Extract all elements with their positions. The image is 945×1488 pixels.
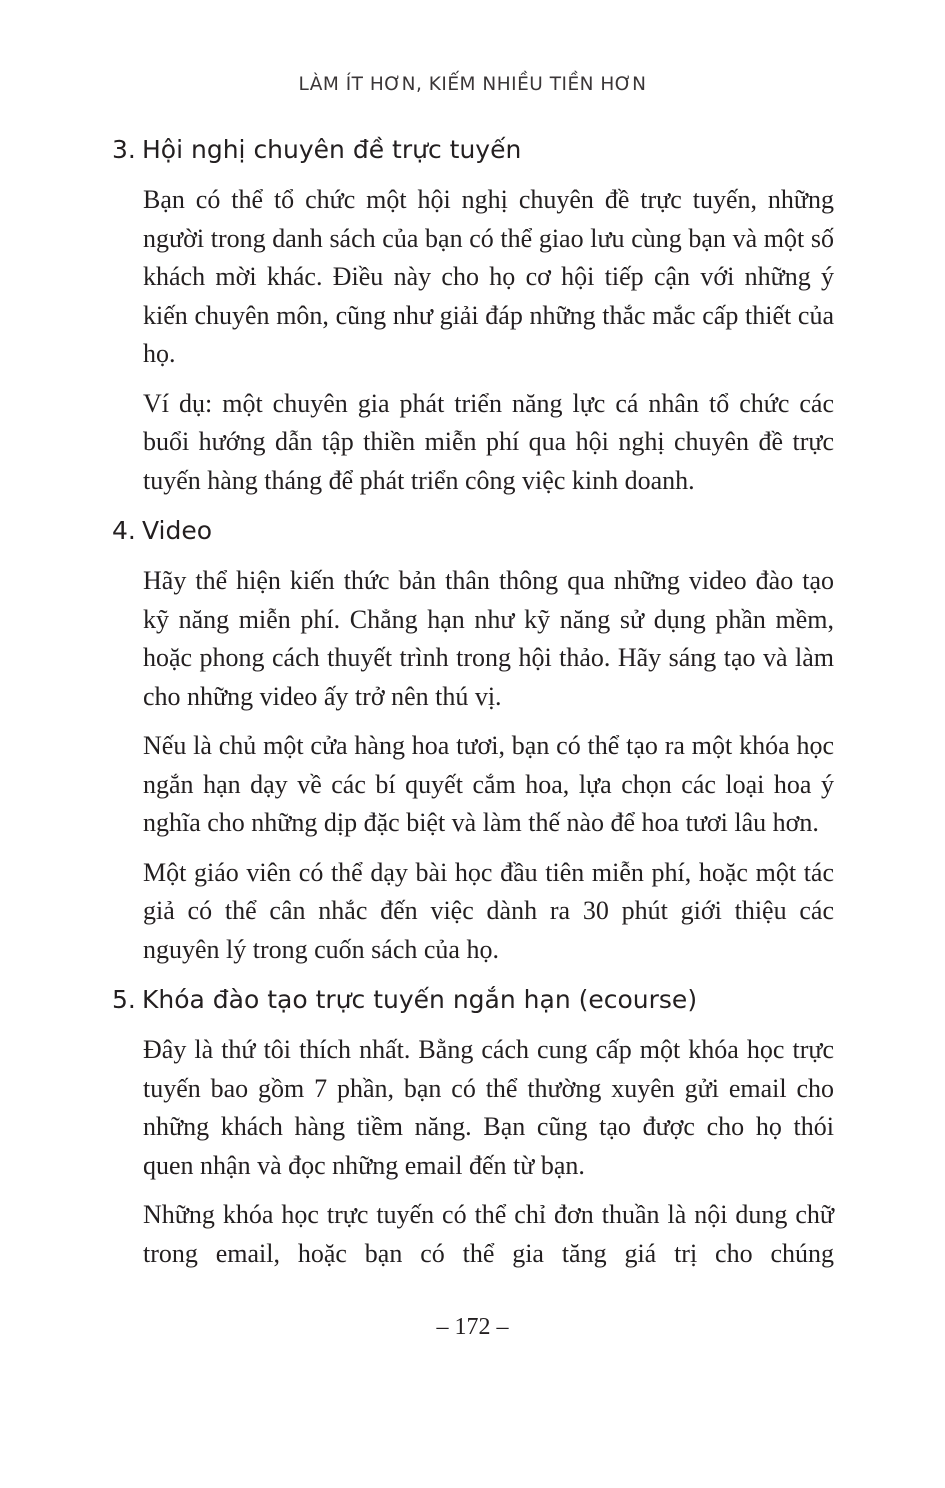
section-heading-4 [112, 513, 834, 549]
paragraph: Ví dụ: một chuyên gia phát triển năng lực cá nhân tổ chức các buổi hướng dẫn tập thiền miễn phí qua hội nghị chuyên đề trực tuyến hàng tháng để phát triển công việc kinh doanh. [143, 388, 834, 495]
paragraph: Nếu là chủ một cửa hàng hoa tươi, bạn có thể tạo ra một khóa học ngắn hạn dạy về các bí quyết cắm hoa, lựa chọn các loại hoa ý nghĩa cho những dịp đặc biệt và làm thế nào để hoa tươi lâu hơn. [143, 731, 834, 837]
paragraph: Một giáo viên có thể dạy bài học đầu tiên miễn phí, hoặc một tác giả có thể cân nhắc đến việc dành ra 30 phút giới thiệu các nguyên lý trong cuốn sách của họ. [143, 857, 834, 964]
section-title: Video [142, 516, 213, 545]
section-number: 5. [112, 985, 136, 1014]
section-heading-5 [112, 982, 834, 1018]
section-title: Khóa đào tạo trực tuyến ngắn hạn (ecourse) [142, 985, 698, 1014]
section-title: Hội nghị chuyên đề trực tuyến [142, 135, 522, 164]
section-number: 4. [112, 516, 136, 545]
paragraph: Những khóa học trực tuyến có thể chỉ đơn thuần là nội dung chữ trong email, hoặc bạn có thể gia tăng giá trị cho chúng [143, 1200, 834, 1268]
page-body [112, 132, 834, 1284]
paragraph: Hãy thể hiện kiến thức bản thân thông qua những video đào tạo kỹ năng miễn phí. Chẳng hạn như kỹ năng sử dụng phần mềm, hoặc phong cách thuyết trình trong hội thảo. Hãy sáng tạo và làm cho những video ấy trở nên thú vị. [143, 566, 834, 711]
paragraph: Bạn có thể tổ chức một hội nghị chuyên đề trực tuyến, những người trong danh sách của bạn có thể giao lưu cùng bạn và một số khách mời khác. Điều này cho họ cơ hội tiếp cận với những ý kiến chuyên môn, cũng như giải đáp những thắc mắc cấp thiết của họ. [143, 185, 834, 368]
section-number: 3. [112, 135, 136, 164]
section-heading-3 [112, 132, 834, 168]
paragraph: Đây là thứ tôi thích nhất. Bằng cách cung cấp một khóa học trực tuyến bao gồm 7 phần, bạn có thể thường xuyên gửi email cho những khách hàng tiềm năng. Bạn cũng tạo được cho họ thói quen nhận và đọc những email đến từ bạn. [143, 1035, 834, 1180]
running-header: LÀM ÍT HƠN, KIẾM NHIỀU TIỀN HƠN [298, 74, 647, 95]
page-number: – 172 – [436, 1314, 509, 1340]
